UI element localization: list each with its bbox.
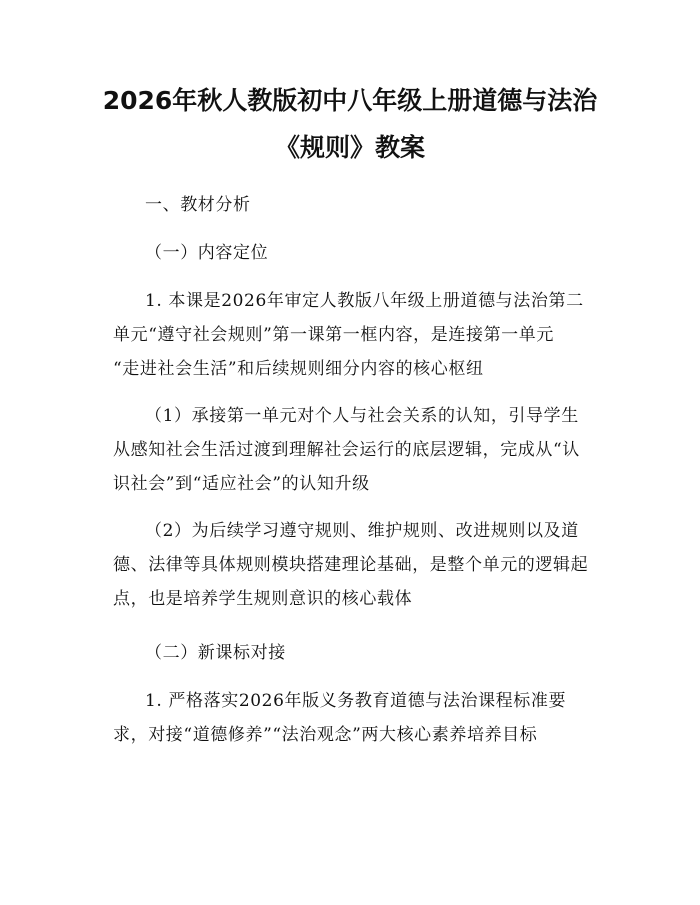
paragraph-1-line-3: “走进社会生活”和后续规则细分内容的核心枢纽 — [113, 359, 484, 379]
paragraph-3-line-3: 点，也是培养学生规则意识的核心载体 — [113, 589, 413, 609]
paragraph-1-line-1: 1. 本课是2026年审定人教版八年级上册道德与法治第二 — [145, 291, 584, 311]
section-heading-textbook-analysis: 一、教材分析 — [145, 195, 251, 215]
subsection-heading-new-curriculum: （二）新课标对接 — [145, 643, 286, 663]
paragraph-2-line-2: 从感知社会生活过渡到理解社会运行的底层逻辑，完成从“认 — [113, 440, 580, 460]
paragraph-3-line-1: （2）为后续学习遵守规则、维护规则、改进规则以及道 — [145, 521, 579, 541]
paragraph-2-line-3: 识社会”到“适应社会”的认知升级 — [113, 474, 370, 494]
paragraph-2-line-1: （1）承接第一单元对个人与社会关系的认知，引导学生 — [145, 406, 579, 426]
paragraph-1-line-2: 单元“遵守社会规则”第一课第一框内容，是连接第一单元 — [113, 325, 554, 345]
subsection-heading-content-positioning: （一）内容定位 — [145, 243, 269, 263]
document-title-line-1: 2026年秋人教版初中八年级上册道德与法治 — [102, 86, 598, 115]
paragraph-4-line-2: 求，对接“道德修养”“法治观念”两大核心素养培养目标 — [113, 725, 538, 745]
paragraph-4-line-1: 1. 严格落实2026年版义务教育道德与法治课程标准要 — [145, 691, 567, 711]
document-title-line-2: 《规则》教案 — [274, 133, 425, 162]
paragraph-3-line-2: 德、法律等具体规则模块搭建理论基础，是整个单元的逻辑起 — [113, 555, 589, 575]
